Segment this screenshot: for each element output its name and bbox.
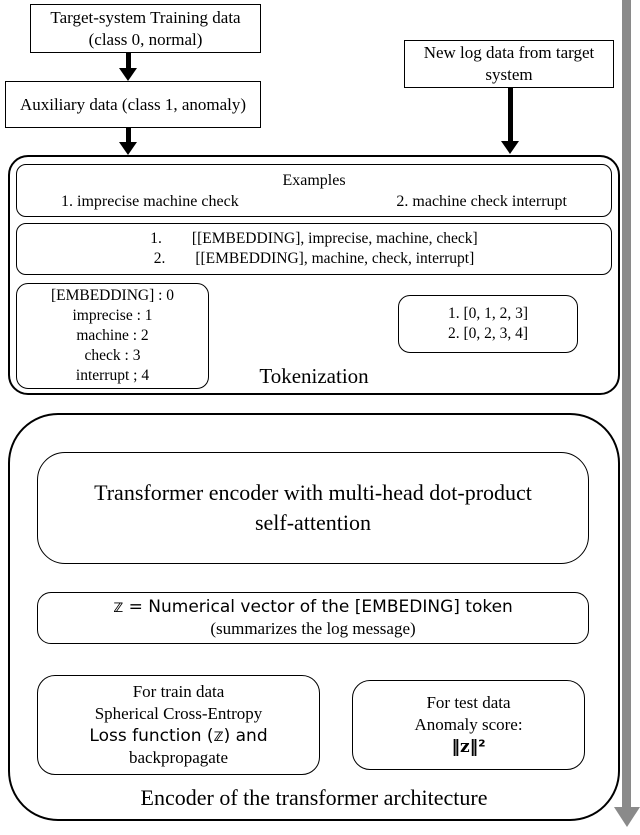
embedding-lines-box: [16, 223, 612, 275]
token-id-line: 2. [0, 2, 3, 4]: [447, 325, 529, 342]
embedding-line-1-number: 1.: [150, 230, 162, 247]
vocab-entry: machine : 2: [76, 327, 149, 344]
anomaly-score-formula: ‖𝐳‖²: [451, 737, 486, 757]
auxiliary-data-label: Auxiliary data (class 1, anomaly): [19, 94, 247, 114]
embedding-line-1-text: [[EMBEDDING], imprecise, machine, check]: [191, 230, 478, 247]
tokenization-label: Tokenization: [259, 364, 369, 388]
test-line: For test data: [426, 693, 511, 712]
token-ids-box: [398, 295, 578, 353]
down-arrow-icon: [501, 88, 519, 154]
training-data-box: [30, 4, 261, 53]
embedding-line-2-text: [[EMBEDDING], machine, check, interrupt]: [195, 250, 475, 267]
encoder-label: Encoder of the transformer architecture: [140, 785, 488, 810]
transformer-encoder-box: [37, 452, 589, 564]
train-line: For train data: [132, 682, 225, 701]
down-arrow-icon: [119, 128, 137, 155]
train-line: backpropagate: [128, 748, 229, 767]
arrow-head: [119, 142, 137, 155]
arrow-shaft: [508, 88, 513, 141]
vocab-entry: check : 3: [84, 347, 141, 364]
token-id-line: 1. [0, 1, 2, 3]: [447, 305, 529, 322]
vocab-entry: imprecise : 1: [72, 307, 153, 324]
examples-row: [17, 191, 611, 212]
train-line: Spherical Cross-Entropy: [94, 704, 263, 723]
training-data-label: Target-system Training data (class 0, normal): [50, 7, 241, 49]
tokenization-container: [8, 155, 620, 395]
arrow-shaft: [622, 0, 631, 807]
arrow-head: [119, 68, 137, 81]
transformer-encoder-label: Transformer encoder with multi-head dot-product self-attention: [94, 480, 532, 535]
test-line: Anomaly score:: [414, 715, 523, 734]
flow-down-arrow-icon: [613, 0, 640, 827]
examples-title: Examples: [282, 171, 346, 189]
auxiliary-data-box: [5, 81, 261, 128]
train-line: Loss function (𝕫) and: [89, 726, 268, 746]
down-arrow-icon: [119, 53, 137, 81]
train-data-box: [37, 675, 320, 775]
vocab-entry: interrupt ; 4: [75, 367, 150, 384]
z-vector-box: [37, 592, 589, 644]
new-log-data-box: [404, 40, 614, 88]
z-vector-line-1: 𝕫 = Numerical vector of the [EMBEDING] token: [113, 597, 513, 617]
example-2: 2. machine check interrupt: [396, 192, 567, 210]
arrow-shaft: [126, 53, 131, 68]
vocab-entry: [EMBEDDING] : 0: [50, 287, 175, 304]
example-1: 1. imprecise machine check: [61, 192, 239, 210]
examples-box: [16, 164, 612, 217]
arrow-head: [614, 807, 640, 827]
embedding-line-2-number: 2.: [153, 250, 166, 267]
test-data-box: [352, 680, 585, 770]
z-vector-line-2: (summarizes the log message): [210, 619, 416, 638]
encoder-container: [8, 413, 620, 821]
new-log-data-label: New log data from target system: [423, 43, 595, 84]
embedding-line-1: [150, 229, 477, 249]
arrow-head: [501, 141, 519, 154]
embedding-line-2: [154, 249, 475, 269]
arrow-shaft: [126, 128, 131, 142]
